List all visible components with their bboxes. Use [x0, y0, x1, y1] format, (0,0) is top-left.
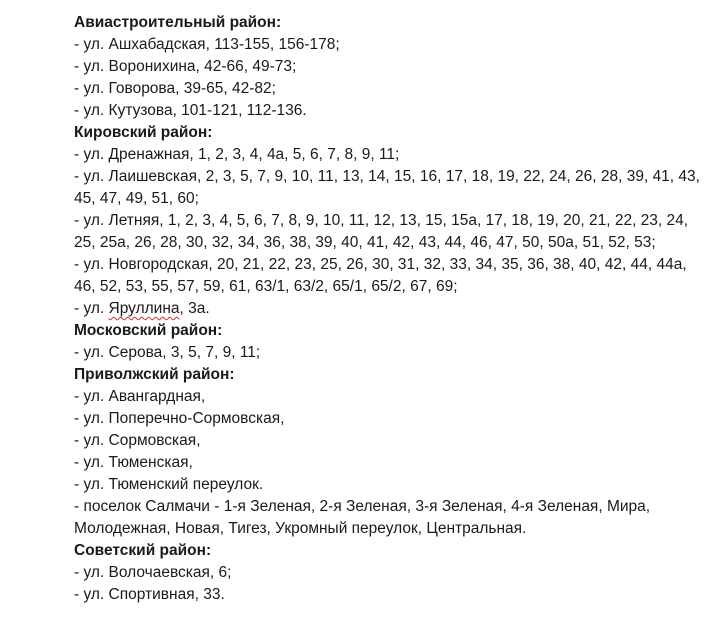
street-item: - ул. Воронихина, 42-66, 49-73; [74, 58, 297, 75]
street-item-yarullina [74, 298, 704, 320]
spellcheck-flagged-word[interactable]: Яруллина [108, 300, 180, 317]
street-item: - ул. Дренажная, 1, 2, 3, 4, 4а, 5, 6, 7, 8, 9, 11; [74, 146, 400, 163]
street-item: - ул. Авангардная, [74, 388, 206, 405]
street-item: - ул. Лаишевская, 2, 3, 5, 7, 9, 10, 11, 13, 14, 15, 16, 17, 18, 19, 22, 24, 26, 28, 39, 41, 43, 45, 47, 49, 51, 60; [74, 168, 700, 207]
street-item: - ул. Говорова, 39-65, 42-82; [74, 80, 276, 97]
street-item: - ул. Спортивная, 33. [74, 586, 225, 603]
document-body [74, 12, 704, 606]
street-item: - ул. Тюменская, [74, 454, 193, 471]
district-heading-kirovsky: Кировский район: [74, 124, 213, 141]
district-heading-privolzhsky: Приволжский район: [74, 366, 235, 383]
street-item: - ул. Новгородская, 20, 21, 22, 23, 25, 26, 30, 31, 32, 33, 34, 35, 36, 38, 40, 42, 44, 44а, 46, 52, 53, 55, 57, 59, 61, 63/1, 63/2, 65/1, 65/2, 67, 69; [74, 256, 687, 295]
street-item: - ул. Летняя, 1, 2, 3, 4, 5, 6, 7, 8, 9, 10, 11, 12, 13, 15, 15а, 17, 18, 19, 20, 21, 22, 23, 24, 25, 25а, 26, 28, 30, 32, 34, 36, 38, 39, 40, 41, 42, 43, 44, 46, 47, 50, 50а, 51, 52, 53; [74, 212, 689, 251]
street-item: - ул. Тюменский переулок. [74, 476, 264, 493]
street-item: - ул. Ашхабадская, 113-155, 156-178; [74, 36, 340, 53]
street-item: - ул. Кутузова, 101-121, 112-136. [74, 102, 307, 119]
district-heading-sovetsky: Советский район: [74, 542, 212, 559]
street-item: - ул. Поперечно-Сормовская, [74, 410, 285, 427]
district-heading-aviastroitelny: Авиастроительный район: [74, 14, 282, 31]
street-item: - ул. Серова, 3, 5, 7, 9, 11; [74, 344, 261, 361]
street-item: - ул. Волочаевская, 6; [74, 564, 232, 581]
district-heading-moskovsky: Московский район: [74, 322, 223, 339]
street-item: - поселок Салмачи - 1-я Зеленая, 2-я Зеленая, 3-я Зеленая, 4-я Зеленая, Мира, Молодежная, Новая, Тигез, Укромный переулок, Центральная. [74, 498, 651, 537]
street-suffix: , 3а. [179, 300, 210, 317]
street-item: - ул. Сормовская, [74, 432, 201, 449]
street-prefix: - ул. [74, 300, 109, 317]
